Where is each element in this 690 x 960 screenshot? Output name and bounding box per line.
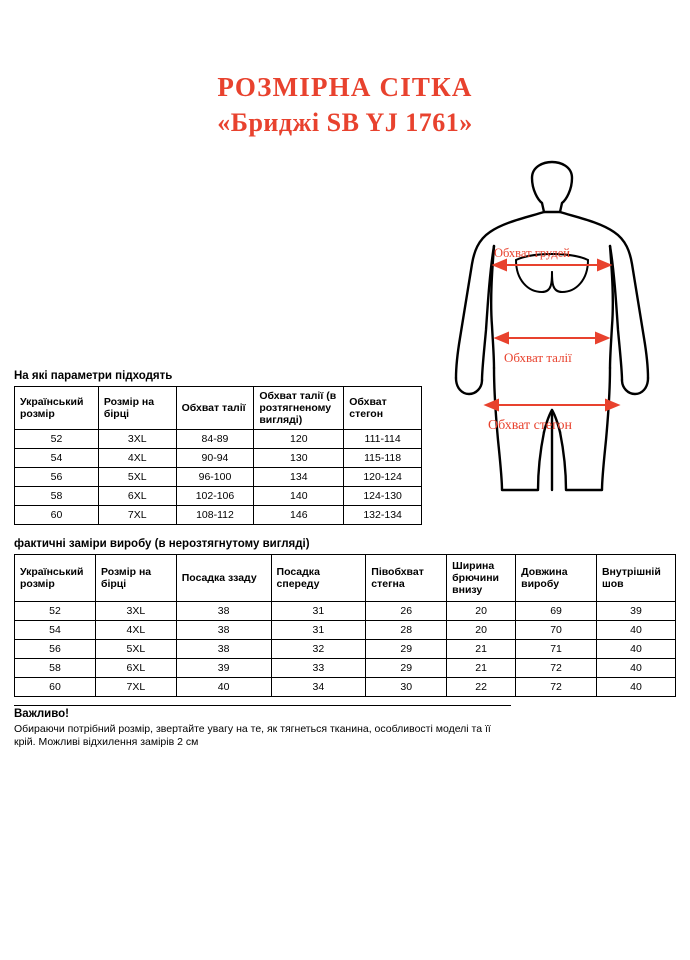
cell: 31 [271, 602, 366, 621]
cell: 108-112 [176, 506, 254, 525]
cell: 120 [254, 430, 344, 449]
cell: 5XL [95, 640, 176, 659]
cell: 58 [15, 659, 96, 678]
label-waist: Обхват талії [504, 350, 572, 365]
table-row [15, 602, 676, 621]
cell: 120-124 [344, 468, 422, 487]
table-row [15, 449, 422, 468]
cell: 56 [15, 640, 96, 659]
cell: 29 [366, 659, 447, 678]
cell: 39 [596, 602, 675, 621]
cell: 3XL [95, 602, 176, 621]
cell: 70 [516, 621, 597, 640]
cell: 26 [366, 602, 447, 621]
page-title: РОЗМІРНА СІТКА [217, 72, 473, 102]
column-header: Український розмір [15, 387, 99, 430]
cell: 72 [516, 678, 597, 697]
important-note [14, 708, 514, 749]
cell: 52 [15, 430, 99, 449]
cell: 20 [447, 621, 516, 640]
cell: 40 [596, 659, 675, 678]
column-header: Довжина виробу [516, 555, 597, 602]
cell: 72 [516, 659, 597, 678]
cell: 60 [15, 678, 96, 697]
cell: 54 [15, 621, 96, 640]
column-header: Розмір на бірці [98, 387, 176, 430]
column-header: Півобхват стегна [366, 555, 447, 602]
cell: 32 [271, 640, 366, 659]
column-header: Український розмір [15, 555, 96, 602]
cell: 58 [15, 487, 99, 506]
column-header: Обхват стегон [344, 387, 422, 430]
page-subtitle: «Бриджі SB YJ 1761» [217, 108, 473, 137]
table-row [15, 678, 676, 697]
cell: 39 [176, 659, 271, 678]
cell: 34 [271, 678, 366, 697]
table-row [15, 506, 422, 525]
column-header: Посадка ззаду [176, 555, 271, 602]
cell: 69 [516, 602, 597, 621]
column-header: Посадка спереду [271, 555, 366, 602]
cell: 84-89 [176, 430, 254, 449]
cell: 71 [516, 640, 597, 659]
cell: 134 [254, 468, 344, 487]
cell: 146 [254, 506, 344, 525]
cell: 21 [447, 640, 516, 659]
label-chest: Обхват грудей [494, 246, 570, 260]
cell: 115-118 [344, 449, 422, 468]
cell: 40 [596, 640, 675, 659]
cell: 52 [15, 602, 96, 621]
cell: 40 [176, 678, 271, 697]
title-block [0, 70, 690, 140]
cell: 6XL [95, 659, 176, 678]
cell: 38 [176, 640, 271, 659]
column-header: Ширина брючини внизу [447, 555, 516, 602]
section-heading-actual: фактичні заміри виробу (в нерозтягнутому вигляді) [14, 538, 310, 550]
cell: 5XL [98, 468, 176, 487]
cell: 21 [447, 659, 516, 678]
column-header: Розмір на бірці [95, 555, 176, 602]
cell: 38 [176, 621, 271, 640]
table-row [15, 621, 676, 640]
body-figure [432, 160, 672, 550]
cell: 38 [176, 602, 271, 621]
cell: 28 [366, 621, 447, 640]
cell: 111-114 [344, 430, 422, 449]
cell: 4XL [95, 621, 176, 640]
table-row [15, 468, 422, 487]
cell: 31 [271, 621, 366, 640]
column-header: Обхват талії (в розтягненому вигляді) [254, 387, 344, 430]
cell: 3XL [98, 430, 176, 449]
cell: 54 [15, 449, 99, 468]
column-header: Внутрішній шов [596, 555, 675, 602]
section-heading-params: На які параметри підходять [14, 370, 173, 382]
table-row [15, 487, 422, 506]
note-text: Обираючи потрібний розмір, звертайте увагу на те, як тягнеться тканина, особливості моделі та її крій. Можливі відхилення замірів 2 см [14, 723, 491, 748]
table-row [15, 640, 676, 659]
cell: 30 [366, 678, 447, 697]
table-header-row [15, 555, 676, 602]
table-actual-measurements [14, 554, 676, 697]
cell: 29 [366, 640, 447, 659]
cell: 40 [596, 621, 675, 640]
cell: 7XL [95, 678, 176, 697]
cell: 6XL [98, 487, 176, 506]
cell: 124-130 [344, 487, 422, 506]
cell: 140 [254, 487, 344, 506]
table-parameters [14, 386, 422, 525]
divider [14, 705, 511, 706]
table-row [15, 659, 676, 678]
table-header-row [15, 387, 422, 430]
cell: 7XL [98, 506, 176, 525]
column-header: Обхват талії [176, 387, 254, 430]
cell: 130 [254, 449, 344, 468]
table-row [15, 430, 422, 449]
cell: 20 [447, 602, 516, 621]
cell: 96-100 [176, 468, 254, 487]
label-hips: Обхват стегон [488, 418, 573, 433]
cell: 102-106 [176, 487, 254, 506]
cell: 132-134 [344, 506, 422, 525]
note-title: Важливо! [14, 708, 70, 720]
cell: 33 [271, 659, 366, 678]
cell: 60 [15, 506, 99, 525]
cell: 90-94 [176, 449, 254, 468]
cell: 56 [15, 468, 99, 487]
cell: 4XL [98, 449, 176, 468]
cell: 22 [447, 678, 516, 697]
cell: 40 [596, 678, 675, 697]
